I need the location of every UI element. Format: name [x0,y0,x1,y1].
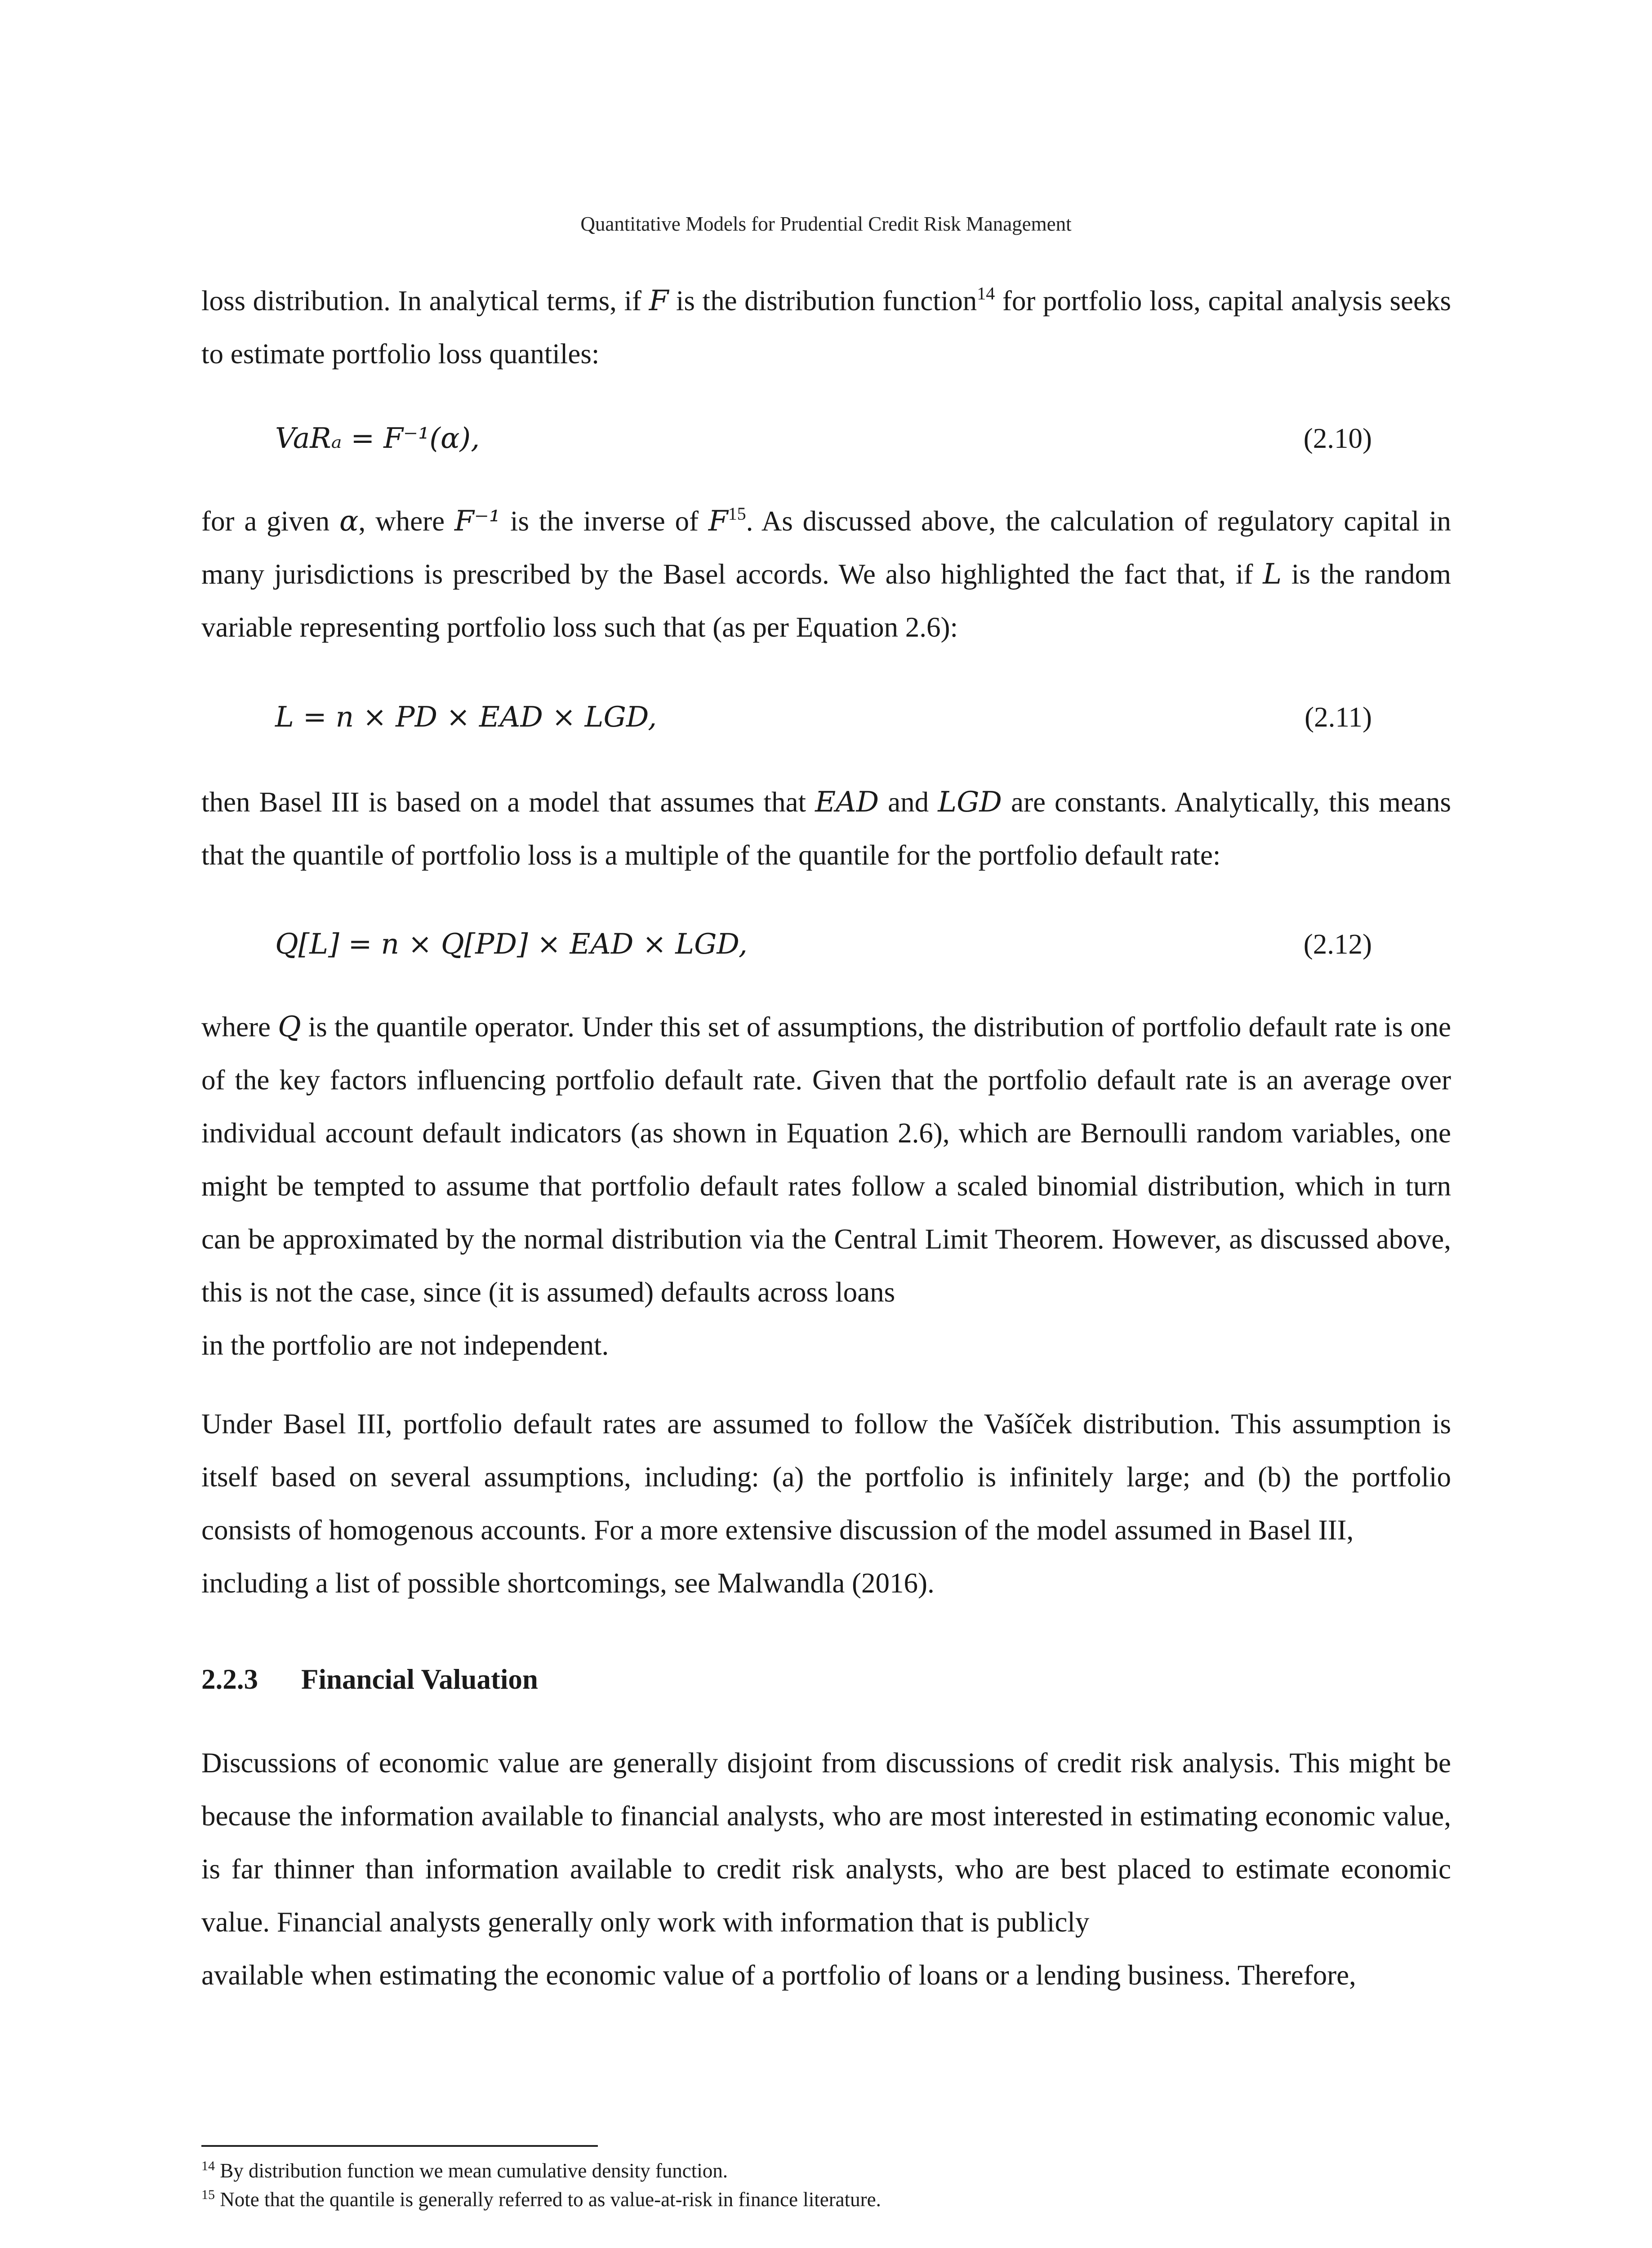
paragraph-last-line: in the portfolio are not independent. [201,1329,609,1361]
text-run: is the distribution function [668,285,977,317]
math-symbol-alpha: α [339,504,359,537]
footnote-mark: 14 [201,2159,215,2173]
footnote-text: By distribution function we mean cumulative density function. [215,2159,728,2182]
text-run: is the inverse of [500,505,708,537]
footnote-mark: 15 [201,2187,215,2202]
text-run: , where [358,505,454,537]
math-symbol-EAD: EAD [815,785,879,818]
text-run: and [879,786,938,818]
equation-expression: Q[L] = n × Q[PD] × EAD × LGD, [275,928,748,960]
section-heading [201,1659,538,1699]
running-header: Quantitative Models for Prudential Credit Risk Management [580,213,1072,235]
paragraph-quantile-operator [201,1000,1451,1372]
math-symbol-F-inverse: F⁻¹ [454,504,501,537]
text-run: is the quantile operator. Under this set of assumptions, the distribution of portfolio default rate is one of the key factors influencing portfolio default rate. Given that the portfolio default rate is an average over individual account default indicators (as shown in Equation 2.6), which are Bernoulli random variables, one might be tempted to assume that portfolio default rates follow a scaled binomial distribution, which in turn can be approximated by the normal distribution via the Central Limit Theorem. However, as discussed above, this is not the case, since (it is assumed) defaults across loans [201,1011,1451,1308]
equation-number: (2.10) [1303,423,1372,454]
text-run: loss distribution. In analytical terms, if [201,285,649,317]
paragraph-last-line: including a list of possible shortcomings, see Malwandla (2016). [201,1567,935,1599]
equation-expression: VaRₐ = F⁻¹(α), [275,422,480,455]
paragraph-inverse [201,495,1451,654]
footnote-15 [201,2186,881,2213]
math-symbol-Q: Q [277,1010,301,1043]
text-run: then Basel III is based on a model that assumes that [201,786,815,818]
section-title: Financial Valuation [301,1664,538,1695]
text-run: is the random variable representing portfolio loss such that (as per Equation 2.6): [201,558,1451,643]
math-symbol-L: L [1263,558,1282,590]
text-run: Discussions of economic value are generally disjoint from discussions of credit risk analysis. This might be because the information available to financial analysts, who are most interested in estimating economic value, is far thinner than information available to credit risk analysts, who are best placed to estimate economic value. Financial analysts generally only work with information that is publicly [201,1747,1451,1938]
section-number: 2.2.3 [201,1664,258,1695]
text-run: for portfolio loss, capital analysis seeks to estimate portfolio loss quantiles: [201,285,1451,370]
paragraph-last-line: available when estimating the economic value of a portfolio of loans or a lending business. Therefore, [201,1959,1356,1991]
equation-expression: L = n × PD × EAD × LGD, [275,700,657,733]
footnote-ref-15[interactable]: 15 [728,504,746,524]
equation-number: (2.12) [1303,928,1372,960]
math-symbol-F: F [649,284,669,317]
text-run: Under Basel III, portfolio default rates are assumed to follow the Vašíček distribution. This assumption is itself based on several assumptions, including: (a) the portfolio is infinitely large; and (b) the portfolio consists of homogenous accounts. For a more extensive discussion of the model assumed in Basel III, [201,1408,1451,1546]
text-run: for a given [201,505,339,537]
footnote-text: Note that the quantile is generally referred to as value-at-risk in finance literature. [215,2188,881,2211]
text-run: are constants. Analytically, this means that the quantile of portfolio loss is a multiple of the quantile for the portfolio default rate: [201,786,1452,871]
footnote-separator [201,2145,598,2147]
paragraph-basel-model [201,776,1451,882]
footnote-14 [201,2157,728,2184]
math-symbol-F: F [708,504,728,537]
paragraph-financial-valuation [201,1736,1451,2002]
paragraph-intro [201,274,1451,380]
text-run: where [201,1011,278,1043]
footnote-ref-14[interactable]: 14 [977,283,995,303]
math-symbol-LGD: LGD [938,785,1002,818]
text-run: . As discussed above, the calculation of regulatory capital in many jurisdictions is prescribed by the Basel accords. We also highlighted the fact that, if [201,505,1452,590]
equation-number: (2.11) [1305,701,1372,733]
paragraph-vasicek [201,1397,1451,1610]
